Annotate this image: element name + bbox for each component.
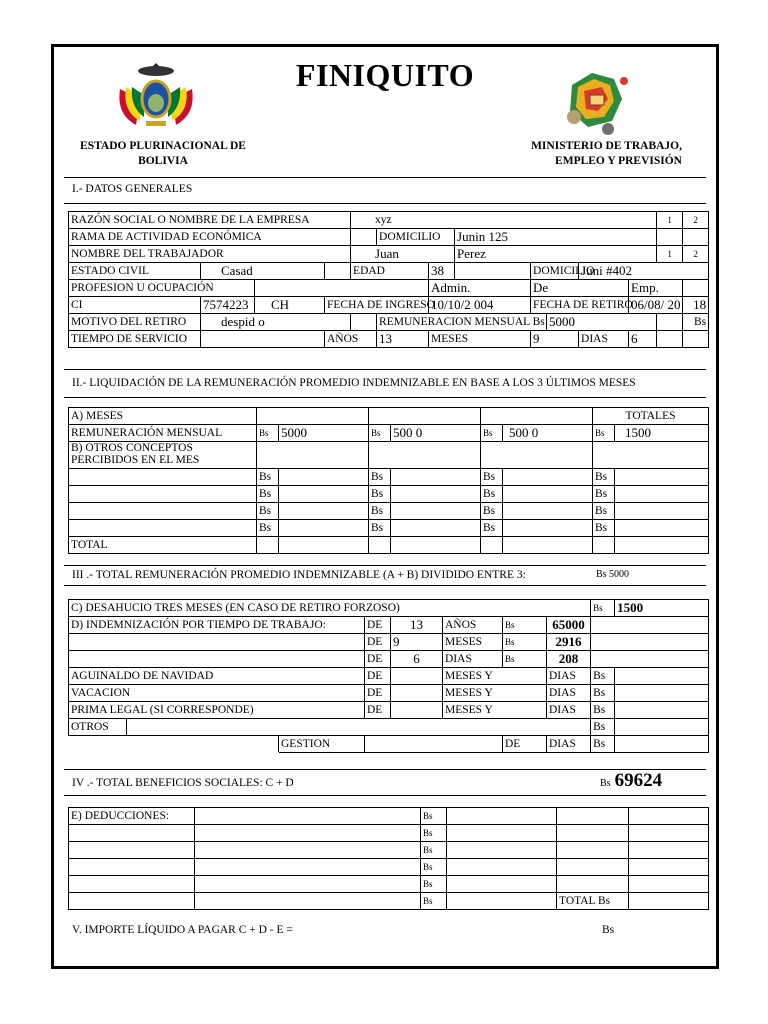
- section-2-heading: II.- LIQUIDACIÓN DE LA REMUNERACIÓN PROMEDIO INDEMNIZABLE EN BASE A LOS 3 ÚLTIMOS MESES: [72, 377, 636, 389]
- anos-amount[interactable]: 65000: [547, 617, 591, 634]
- profesion-value-1[interactable]: Admin.: [429, 280, 531, 297]
- deductions-table: E) DEDUCCIONES: Bs Bs Bs Bs Bs Bs TOTAL Bs: [68, 807, 709, 910]
- divider: [64, 203, 706, 204]
- anos-label: AÑOS: [325, 331, 377, 348]
- civil-value[interactable]: Casad: [201, 263, 325, 280]
- dias-count[interactable]: 6: [391, 651, 443, 668]
- total-value[interactable]: 1500: [615, 425, 709, 442]
- total-label: TOTAL: [69, 537, 257, 554]
- table-row: Bs: [69, 876, 709, 893]
- table-row: Bs Bs Bs Bs: [69, 469, 709, 486]
- civil-label: ESTADO CIVIL: [69, 263, 201, 280]
- divider: [64, 177, 706, 178]
- anos-value[interactable]: 13: [377, 331, 429, 348]
- section-3-heading: III .- TOTAL REMUNERACIÓN PROMEDIO INDEMNIZABLE (A + B) DIVIDIDO ENTRE 3:: [72, 569, 526, 581]
- table-row: Bs: [69, 825, 709, 842]
- razon-label: RAZÓN SOCIAL O NOMBRE DE LA EMPRESA: [69, 212, 351, 229]
- prima-label: PRIMA LEGAL (SI CORRESPONDE): [69, 702, 365, 719]
- page-title: FINIQUITO: [295, 57, 475, 93]
- domicilio-label: DOMICILIO: [377, 229, 455, 246]
- nombre-label: NOMBRE DEL TRABAJADOR: [69, 246, 351, 263]
- rama-label: RAMA DE ACTIVIDAD ECONÓMICA: [69, 229, 351, 246]
- general-data-table: [68, 211, 709, 348]
- rama-value[interactable]: [351, 229, 377, 246]
- benefits-table: C) DESAHUCIO TRES MESES (EN CASO DE RETIRO FORZOSO) Bs 1500 D) INDEMNIZACIÓN POR TIEMPO DE TRABAJO: DE 13 AÑOS Bs 65000 DE 9 MESES Bs 2916 DE 6 DIAS Bs 208 AGUINALDO DE NAVIDAD DE MESES Y DIAS Bs VACACION DE MESES Y DIAS Bs PRIMA LEGAL (SI CORRESPONDE) DE MESES Y DIAS Bs OTROS Bs GESTION DE DIAS Bs: [68, 599, 709, 753]
- meses-count[interactable]: 9: [391, 634, 443, 651]
- table-row: Bs Bs Bs Bs: [69, 503, 709, 520]
- ingreso-value[interactable]: 10/10/2 004: [429, 297, 531, 314]
- page-1-marker: 1: [657, 212, 683, 229]
- meses-value[interactable]: 9: [531, 331, 579, 348]
- otros-label: OTROS: [69, 719, 127, 736]
- table-row: Bs: [69, 842, 709, 859]
- currency-bs: Bs: [257, 425, 279, 442]
- currency-bs: Bs: [683, 314, 709, 331]
- vacacion-label: VACACION: [69, 685, 365, 702]
- divider: [64, 369, 706, 370]
- form-page: [51, 44, 719, 969]
- meses-amount[interactable]: 2916: [547, 634, 591, 651]
- currency-bs: Bs: [481, 425, 503, 442]
- retiro-value[interactable]: 06/08/ 20: [629, 297, 683, 314]
- tiempo-gap: [201, 331, 325, 348]
- remun-label: REMUNERACION MENSUAL Bs: [377, 314, 547, 331]
- total-deducciones-value[interactable]: [629, 893, 709, 910]
- profesion-label: PROFESION U OCUPACIÓN: [69, 280, 255, 297]
- currency-bs: Bs: [591, 600, 615, 617]
- remun-value[interactable]: 5000: [547, 314, 657, 331]
- deducciones-label: E) DEDUCCIONES:: [69, 808, 195, 825]
- edad-label: EDAD: [351, 263, 429, 280]
- edad-value[interactable]: 38: [429, 263, 455, 280]
- razon-value[interactable]: xyz: [351, 212, 657, 229]
- month-1-value[interactable]: 5000: [279, 425, 369, 442]
- motivo-label: MOTIVO DEL RETIRO: [69, 314, 201, 331]
- dias-value[interactable]: 6: [629, 331, 657, 348]
- desahucio-value[interactable]: 1500: [615, 600, 709, 617]
- section-4-heading: IV .- TOTAL BENEFICIOS SOCIALES: C + D: [72, 777, 294, 789]
- retiro-label: FECHA DE RETIRO: [531, 297, 629, 314]
- meses-label: MESES: [429, 331, 531, 348]
- profesion-value-3[interactable]: Emp.: [629, 280, 683, 297]
- nombre-first[interactable]: Juan: [351, 246, 455, 263]
- page-1-marker: 1: [657, 246, 683, 263]
- month-2-value[interactable]: 500 0: [391, 425, 481, 442]
- tiempo-label: TIEMPO DE SERVICIO: [69, 331, 201, 348]
- importe-liquido-value[interactable]: Bs: [602, 924, 615, 936]
- page-2-marker: 2: [683, 246, 709, 263]
- country-header: ESTADO PLURINACIONAL DE BOLIVIA: [80, 140, 246, 167]
- table-row: Bs Bs Bs Bs: [69, 486, 709, 503]
- nombre-last[interactable]: Perez: [455, 246, 657, 263]
- totales-header: TOTALES: [593, 408, 709, 425]
- indemnizacion-label: D) INDEMNIZACIÓN POR TIEMPO DE TRABAJO:: [69, 617, 365, 634]
- profesion-value-2[interactable]: De: [531, 280, 629, 297]
- divider: [64, 397, 706, 398]
- divider: [64, 795, 706, 796]
- section-3-value[interactable]: Bs 5000: [596, 569, 630, 580]
- aguinaldo-label: AGUINALDO DE NAVIDAD: [69, 668, 365, 685]
- currency-bs: Bs: [369, 425, 391, 442]
- total-beneficios[interactable]: Bs 69624: [600, 770, 663, 791]
- desahucio-label: C) DESAHUCIO TRES MESES (EN CASO DE RETIRO FORZOSO): [69, 600, 591, 617]
- section-1-heading: I.- DATOS GENERALES: [72, 183, 193, 195]
- domicilio2-label: DOMICILIO: [531, 263, 579, 280]
- remuneration-table: [68, 407, 709, 554]
- divider: [64, 565, 706, 566]
- ci-label: CI: [69, 297, 201, 314]
- currency-bs: Bs: [593, 425, 615, 442]
- table-row: Bs: [69, 859, 709, 876]
- domicilio2-value[interactable]: Juni #402: [579, 263, 709, 280]
- total-beneficios-value: 69624: [614, 770, 663, 791]
- domicilio-value[interactable]: Junin 125: [455, 229, 657, 246]
- ingreso-label: FECHA DE INGRESO: [325, 297, 429, 314]
- meses-header: A) MESES: [69, 408, 257, 425]
- section-5-heading: V. IMPORTE LÍQUIDO A PAGAR C + D - E =: [72, 924, 293, 936]
- anos-count[interactable]: 13: [391, 617, 443, 634]
- dias-label: DIAS: [579, 331, 629, 348]
- motivo-value[interactable]: despid o: [201, 314, 351, 331]
- ci-extension[interactable]: CH: [255, 297, 325, 314]
- gestion-label: GESTION: [279, 736, 365, 753]
- otros-conceptos-label: B) OTROS CONCEPTOS PERCIBIDOS EN EL MES: [69, 442, 257, 469]
- ci-value[interactable]: 7574223: [201, 297, 255, 314]
- profesion-gap: [255, 280, 429, 297]
- page-2-marker: 2: [683, 212, 709, 229]
- remun-mensual-label: REMUNERACIÓN MENSUAL: [69, 425, 257, 442]
- divider: [64, 585, 706, 586]
- dias-amount[interactable]: 208: [547, 651, 591, 668]
- total-deducciones-label: TOTAL Bs: [557, 893, 629, 910]
- month-3-value[interactable]: 500 0: [503, 425, 593, 442]
- retiro-year[interactable]: 18: [683, 297, 709, 314]
- table-row: Bs Bs Bs Bs: [69, 520, 709, 537]
- ministry-header: MINISTERIO DE TRABAJO, EMPLEO Y PREVISIÓN: [531, 140, 682, 167]
